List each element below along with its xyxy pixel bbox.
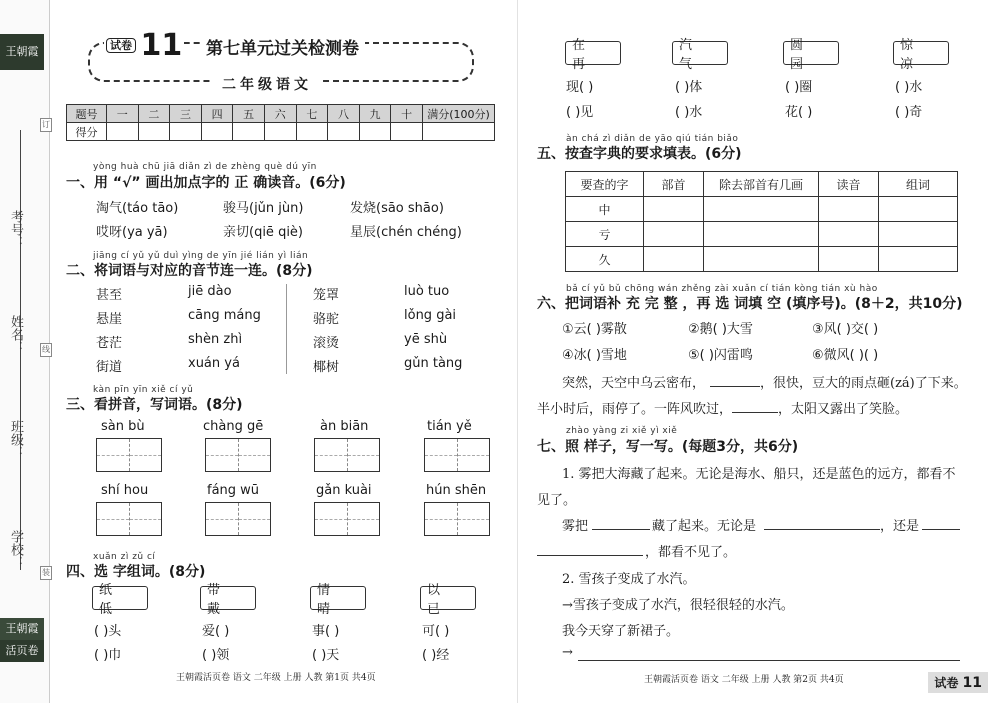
score-cell[interactable] — [359, 123, 391, 141]
brand-logo-bottom: 王朝霞 — [0, 618, 44, 640]
dict-cell[interactable] — [644, 222, 704, 247]
q2-divider — [286, 284, 287, 374]
score-header-cell: 八 — [328, 105, 360, 123]
page-tag-number: 11 — [962, 675, 982, 691]
dict-cell[interactable] — [879, 197, 958, 222]
q2-right-word[interactable]: 滚烫 — [313, 336, 340, 351]
score-header-cell: 五 — [233, 105, 265, 123]
q1-item[interactable]: 亲切(qiē qiè) — [223, 225, 303, 240]
q4-char-pair: 以 已 — [420, 586, 476, 610]
footer-left: 王朝霞活页卷 语文 二年级 上册 人教 第1页 共4页 — [176, 673, 376, 683]
page-tag — [928, 672, 988, 693]
score-cell[interactable] — [201, 123, 233, 141]
paper-badge — [104, 28, 184, 63]
q7-example-1: 1. 雾把大海藏了起来。无论是海水、船只，还是蓝色的远方，都看不 — [562, 467, 956, 482]
binding-hole-1: 订 — [40, 118, 52, 132]
q7-example-1b: 见了。 — [537, 493, 577, 508]
paper-number: 11 — [140, 28, 183, 63]
q4-char-pair: 在 再 — [565, 41, 621, 65]
q6-pinyin: bǎ cí yǔ bǔ chōng wán zhěng zài xuǎn cí tián kòng tián xù hào — [566, 284, 878, 294]
dict-cell[interactable] — [704, 197, 819, 222]
dict-cell[interactable] — [879, 247, 958, 272]
score-header-cell: 七 — [296, 105, 328, 123]
q2-title: 二、将词语与对应的音节连一连。(8分) — [66, 263, 313, 279]
q4-pinyin: xuǎn zì zǔ cí — [93, 552, 156, 562]
q7-prompt-1a: 雾把 — [562, 519, 589, 534]
q4-char-pair: 惊 凉 — [893, 41, 949, 65]
footer-right: 王朝霞活页卷 语文 二年级 上册 人教 第2页 共4页 — [644, 675, 844, 685]
q2-right-pinyin[interactable]: yē shù — [404, 332, 448, 347]
q3-prompt: hún shēn — [426, 483, 487, 498]
exam-number-label: 考号： — [8, 210, 23, 249]
dict-cell[interactable] — [704, 247, 819, 272]
dict-cell[interactable] — [819, 222, 879, 247]
q4-blank[interactable]: ( )头 — [94, 624, 122, 639]
q2-right-pinyin[interactable]: luò tuo — [404, 284, 450, 299]
page-gutter — [517, 0, 518, 703]
score-header-cell: 四 — [201, 105, 233, 123]
binding-strip — [0, 0, 50, 703]
page-title: 第七单元过关检测卷 — [200, 34, 365, 59]
q6-option[interactable]: ②鹅( )大雪 — [688, 322, 753, 337]
writing-grid[interactable] — [96, 502, 162, 536]
q7-prompt-1b: 藏了起来。无论是 — [652, 519, 757, 534]
brand-logo-top: 王朝霞 — [0, 34, 44, 70]
dict-cell[interactable] — [704, 222, 819, 247]
q3-prompt: tián yě — [427, 419, 472, 434]
q5-title: 五、按查字典的要求填表。(6分) — [537, 146, 742, 162]
dict-char: 亏 — [566, 222, 644, 247]
score-table — [66, 104, 495, 141]
q7-title: 七、照 样子，写一写。(每题3分，共6分) — [537, 439, 799, 455]
q4-blank[interactable]: ( )领 — [202, 648, 230, 663]
q4-blank[interactable]: ( )圈 — [785, 80, 813, 95]
q7-blank[interactable] — [764, 529, 880, 530]
score-header-cell: 九 — [359, 105, 391, 123]
q4-blank[interactable]: ( )水 — [675, 105, 703, 120]
score-header-cell: 三 — [170, 105, 202, 123]
name-label: 姓名： — [8, 315, 23, 354]
q6-blank-2[interactable] — [732, 412, 778, 413]
score-cell[interactable] — [170, 123, 202, 141]
q4-char-pair: 圆 园 — [783, 41, 839, 65]
q6-paragraph-2: 半小时后，雨停了。一阵风吹过， — [537, 402, 733, 417]
writing-grid[interactable] — [205, 502, 271, 536]
q4-blank[interactable]: 现( ) — [566, 80, 594, 95]
dict-row — [566, 247, 958, 272]
score-header-cell: 十 — [391, 105, 423, 123]
q7-example-2: 2. 雪孩子变成了水汽。 — [562, 572, 696, 587]
class-label: 班级： — [8, 420, 23, 459]
q4-char-pair: 带 戴 — [200, 586, 256, 610]
q1-title: 一、用 “√” 画出加点字的 正 确读音。(6分) — [66, 175, 346, 191]
dict-cell[interactable] — [879, 222, 958, 247]
score-cell[interactable] — [391, 123, 423, 141]
q2-left-pinyin[interactable]: xuán yá — [188, 356, 240, 371]
score-header-cell: 六 — [264, 105, 296, 123]
q1-item[interactable]: 星辰(chén chéng) — [350, 225, 462, 240]
q6-option[interactable]: ⑥微风( )( ) — [812, 348, 879, 363]
writing-grid[interactable] — [424, 438, 490, 472]
q4-char-pair: 纸 低 — [92, 586, 148, 610]
q4-blank[interactable]: ( )巾 — [94, 648, 122, 663]
writing-grid[interactable] — [96, 438, 162, 472]
dict-cell[interactable] — [819, 197, 879, 222]
q7-arrow: → — [562, 645, 573, 660]
q6-option[interactable]: ③风( )交( ) — [812, 322, 879, 337]
q1-item[interactable]: 哎呀(ya yā) — [96, 225, 168, 240]
q2-left-word[interactable]: 甚至 — [96, 288, 123, 303]
school-label: 学校： — [8, 530, 23, 569]
dict-char: 中 — [566, 197, 644, 222]
q6-option[interactable]: ④冰( )雪地 — [562, 348, 627, 363]
q7-answer-line[interactable] — [578, 660, 960, 661]
q7-blank[interactable] — [922, 529, 960, 530]
writing-grid[interactable] — [205, 438, 271, 472]
q6-blank-1[interactable] — [710, 386, 760, 387]
q6-paragraph-1: 突然，天空中乌云密布， — [562, 376, 706, 391]
q2-pinyin: jiāng cí yǔ yǔ duì yìng de yīn jié lián yì lián — [93, 251, 309, 261]
q6-title: 六、把词语补 充 完 整 ，再 选 词填 空 (填序号)。(8＋2，共10分) — [537, 296, 963, 312]
q4-char-pair: 情 晴 — [310, 586, 366, 610]
dict-header-cell: 部首 — [644, 172, 704, 197]
q1-item[interactable]: 发烧(sāo shāo) — [350, 201, 444, 216]
dict-cell[interactable] — [819, 247, 879, 272]
score-header-cell: 题号 — [67, 105, 107, 123]
dict-row — [566, 197, 958, 222]
dict-header-cell: 读音 — [819, 172, 879, 197]
q4-blank[interactable]: 可( ) — [422, 624, 450, 639]
q1-item[interactable]: 骏马(jǔn jùn) — [223, 201, 304, 216]
q5-pinyin: àn chá zì diǎn de yāo qiú tián biǎo — [566, 134, 739, 144]
q1-pinyin: yòng huà chū jiā diǎn zì de zhèng què dú yīn — [93, 162, 317, 172]
brand-series-label: 活页卷 — [0, 640, 44, 662]
q7-prompt-2: 我今天穿了新裙子。 — [562, 624, 680, 639]
dict-row — [566, 222, 958, 247]
score-cell[interactable] — [423, 123, 495, 141]
q2-left-pinyin[interactable]: jiē dào — [188, 284, 232, 299]
q4-blank[interactable]: 花( ) — [785, 105, 813, 120]
q2-right-pinyin[interactable]: lǒng gài — [404, 308, 457, 323]
q3-prompt: gǎn kuài — [316, 483, 372, 498]
q7-prompt-1c: ，还是 — [880, 519, 920, 534]
binding-hole-3: 装 — [40, 566, 52, 580]
dict-header-cell: 组词 — [879, 172, 958, 197]
score-cell[interactable] — [107, 123, 139, 141]
score-header-cell: 二 — [138, 105, 170, 123]
q4-blank[interactable]: ( )水 — [895, 80, 923, 95]
q2-left-pinyin[interactable]: cāng máng — [188, 308, 261, 323]
q4-blank[interactable]: ( )体 — [675, 80, 703, 95]
q3-prompt: shí hou — [101, 483, 149, 498]
q7-blank[interactable] — [592, 529, 650, 530]
q4-blank[interactable]: 爱( ) — [202, 624, 230, 639]
q4-blank[interactable]: ( )奇 — [895, 105, 923, 120]
q4-char-pair: 汽 气 — [672, 41, 728, 65]
q3-title: 三、看拼音，写词语。(8分) — [66, 397, 243, 413]
q2-right-pinyin[interactable]: gǔn tàng — [404, 356, 463, 371]
q2-right-word[interactable]: 笼罩 — [313, 288, 340, 303]
q4-blank[interactable]: ( )天 — [312, 648, 340, 663]
q4-title: 四、选 字组词。(8分) — [66, 564, 206, 580]
q1-item[interactable]: 淘气(táo tāo) — [96, 201, 179, 216]
score-row — [67, 123, 495, 141]
score-cell[interactable] — [296, 123, 328, 141]
q3-prompt: àn biān — [320, 419, 369, 434]
q7-prompt-1d: ，都看不见了。 — [645, 545, 737, 560]
q3-prompt: chàng gē — [203, 419, 264, 434]
dict-cell[interactable] — [644, 247, 704, 272]
score-header-row — [67, 105, 495, 123]
dict-header-cell: 要查的字 — [566, 172, 644, 197]
dict-header-row — [566, 172, 958, 197]
q2-left-word[interactable]: 街道 — [96, 360, 123, 375]
writing-grid[interactable] — [314, 438, 380, 472]
q4-blank[interactable]: ( )见 — [566, 105, 594, 120]
page-tag-label: 试卷 — [934, 676, 959, 690]
q7-pinyin: zhào yàng zi xiě yì xiě — [566, 426, 678, 436]
score-cell[interactable] — [138, 123, 170, 141]
writing-grid[interactable] — [314, 502, 380, 536]
q2-left-word[interactable]: 苍茫 — [96, 336, 123, 351]
binding-hole-2: 线 — [40, 343, 52, 357]
q3-pinyin: kàn pīn yīn xiě cí yǔ — [93, 385, 194, 395]
writing-grid[interactable] — [424, 502, 490, 536]
q6-option[interactable]: ⑤( )闪雷鸣 — [688, 348, 753, 363]
q7-example-2b: →雪孩子变成了水汽，很轻很轻的水汽。 — [562, 598, 794, 613]
paper-tag: 试卷 — [106, 38, 136, 53]
q7-blank[interactable] — [537, 555, 643, 556]
q2-left-pinyin[interactable]: shèn zhì — [188, 332, 243, 347]
page-subtitle: 二年级语文 — [212, 74, 322, 94]
q2-right-word[interactable]: 椰树 — [313, 360, 340, 375]
q3-prompt: fáng wū — [207, 483, 260, 498]
q6-option[interactable]: ①云( )雾散 — [562, 322, 627, 337]
q2-right-word[interactable]: 骆驼 — [313, 312, 340, 327]
dict-header-cell: 除去部首有几画 — [704, 172, 819, 197]
q4-blank[interactable]: 事( ) — [312, 624, 340, 639]
score-cell[interactable] — [233, 123, 265, 141]
q6-paragraph-1b: ，很快，豆大的雨点砸(zá)了下来。 — [760, 376, 967, 391]
q6-paragraph-2b: ，太阳又露出了笑脸。 — [778, 402, 909, 417]
dict-cell[interactable] — [644, 197, 704, 222]
score-row-label: 得分 — [67, 123, 107, 141]
score-cell[interactable] — [328, 123, 360, 141]
dictionary-table — [565, 171, 958, 272]
q3-prompt: sàn bù — [101, 419, 145, 434]
dict-char: 久 — [566, 247, 644, 272]
score-header-cell: 满分(100分) — [423, 105, 495, 123]
score-cell[interactable] — [264, 123, 296, 141]
q2-left-word[interactable]: 悬崖 — [96, 312, 123, 327]
score-header-cell: 一 — [107, 105, 139, 123]
q4-blank[interactable]: ( )经 — [422, 648, 450, 663]
